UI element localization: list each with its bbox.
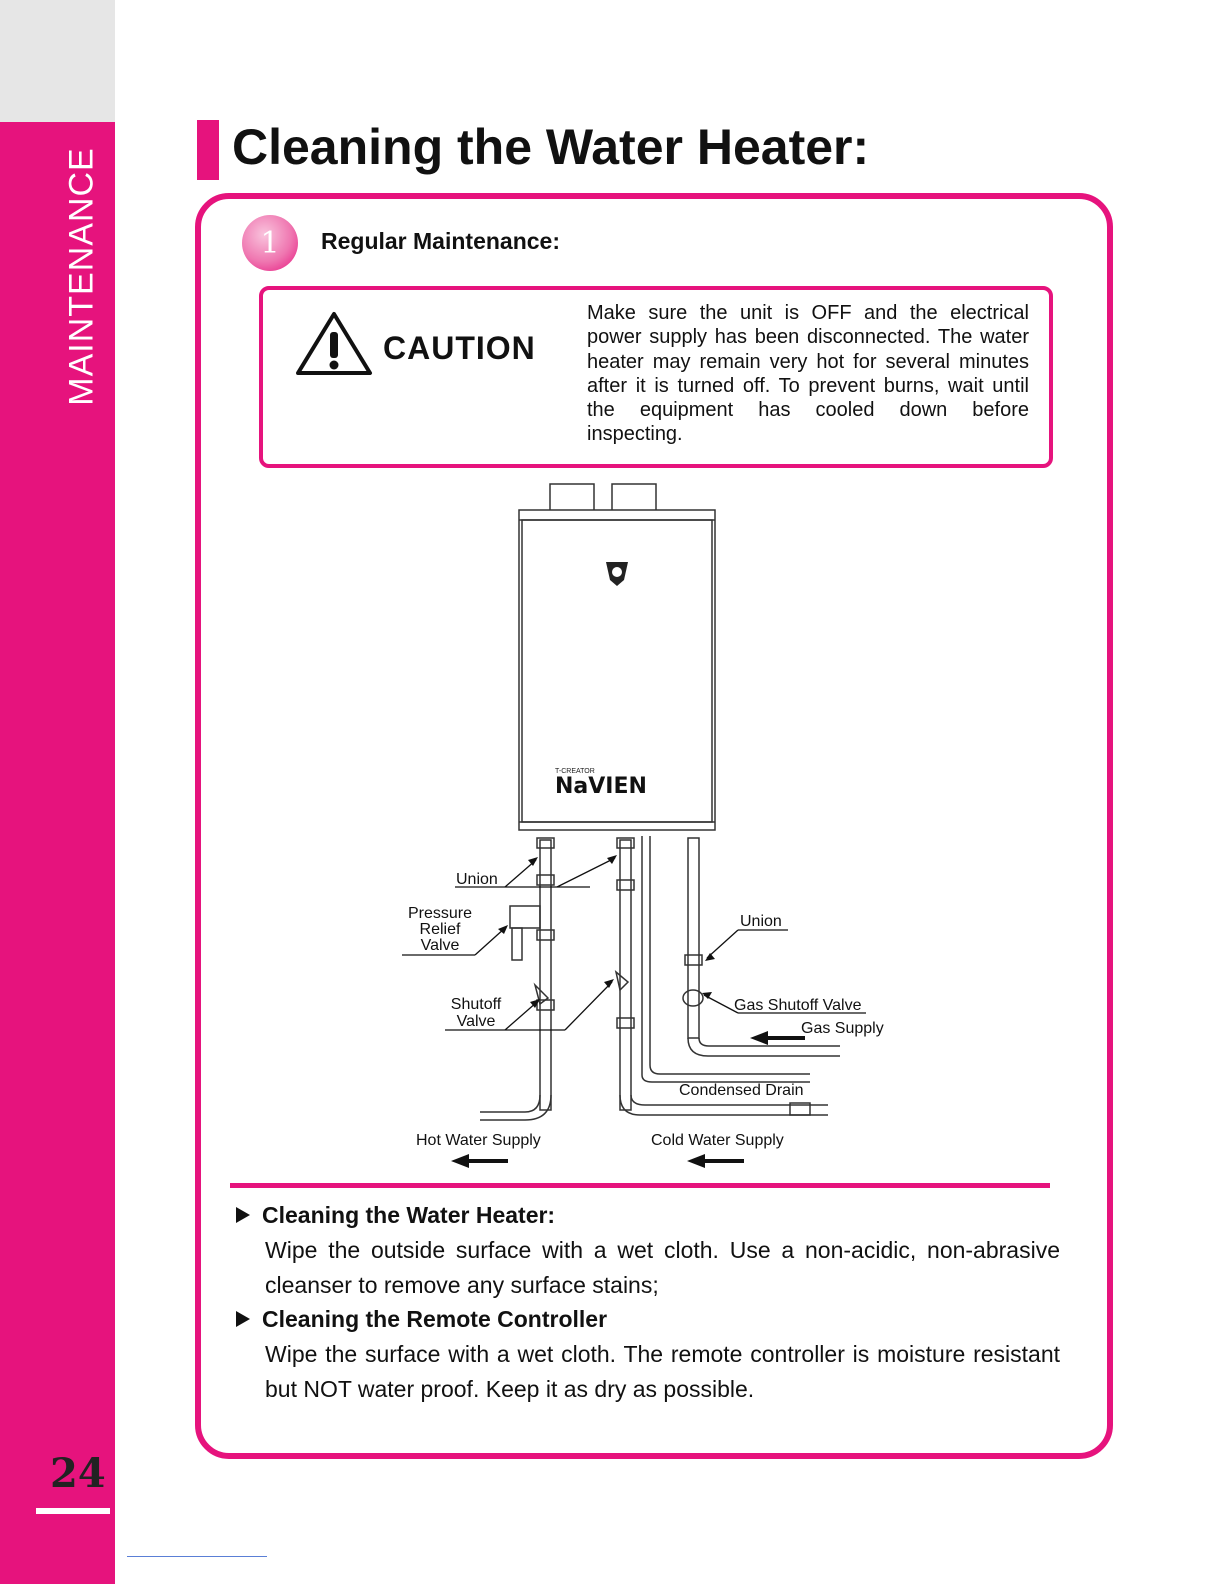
item-heading-text: Cleaning the Remote Controller xyxy=(262,1306,608,1332)
item-heading-text: Cleaning the Water Heater: xyxy=(262,1202,556,1228)
section-tab xyxy=(60,148,104,404)
section-label: MAINTENANCE xyxy=(62,146,101,406)
brand-logo: NaVIEN xyxy=(555,774,647,799)
section-heading: Regular Maintenance: xyxy=(321,228,560,254)
label-pressure-3: Valve xyxy=(420,937,460,954)
label-cold-water: Cold Water Supply xyxy=(651,1132,784,1149)
label-shutoff-2: Valve xyxy=(456,1013,496,1030)
sidebar-top-block xyxy=(0,0,115,122)
bullet-arrow-icon xyxy=(236,1311,250,1327)
label-union-right: Union xyxy=(740,913,782,930)
warning-triangle-icon xyxy=(295,310,373,376)
water-heater-diagram xyxy=(380,480,920,1180)
label-condensed-drain: Condensed Drain xyxy=(679,1082,804,1099)
page-title: Cleaning the Water Heater: xyxy=(232,119,870,175)
item-heading-remote xyxy=(236,1306,607,1333)
label-union-left: Union xyxy=(456,871,498,888)
label-pressure-2: Relief xyxy=(419,921,461,938)
item-body-remote: Wipe the surface with a wet cloth. The remote controller is moisture resistant but NOT water proof. Keep it as dry as possible. xyxy=(265,1341,1060,1402)
brand-subtitle: T-CREATOR xyxy=(555,768,595,775)
page-number-rule xyxy=(36,1508,110,1514)
page-number: 24 xyxy=(50,1450,106,1497)
caution-label: CAUTION xyxy=(383,330,536,366)
label-gas-shutoff: Gas Shutoff Valve xyxy=(734,997,862,1014)
section-divider xyxy=(230,1183,1050,1188)
caution-text: Make sure the unit is OFF and the electrical power supply has been disconnected. The water heater may remain very hot for several minutes after it is turned off. To prevent burns, wait until the equipment has cooled down before inspecting. xyxy=(587,302,1029,446)
bullet-arrow-icon xyxy=(236,1207,250,1223)
item-body-heater: Wipe the outside surface with a wet cloth. Use a non-acidic, non-abrasive cleanser to remove any surface stains; xyxy=(265,1237,1060,1298)
label-hot-water: Hot Water Supply xyxy=(416,1132,541,1149)
label-pressure-1: Pressure xyxy=(407,905,473,922)
title-accent-bar xyxy=(197,120,219,180)
label-shutoff-1: Shutoff xyxy=(450,996,502,1013)
section-number-badge: 1 xyxy=(242,215,298,271)
footer-line xyxy=(127,1556,267,1557)
label-gas-supply: Gas Supply xyxy=(801,1020,884,1037)
item-heading-heater xyxy=(236,1202,555,1229)
